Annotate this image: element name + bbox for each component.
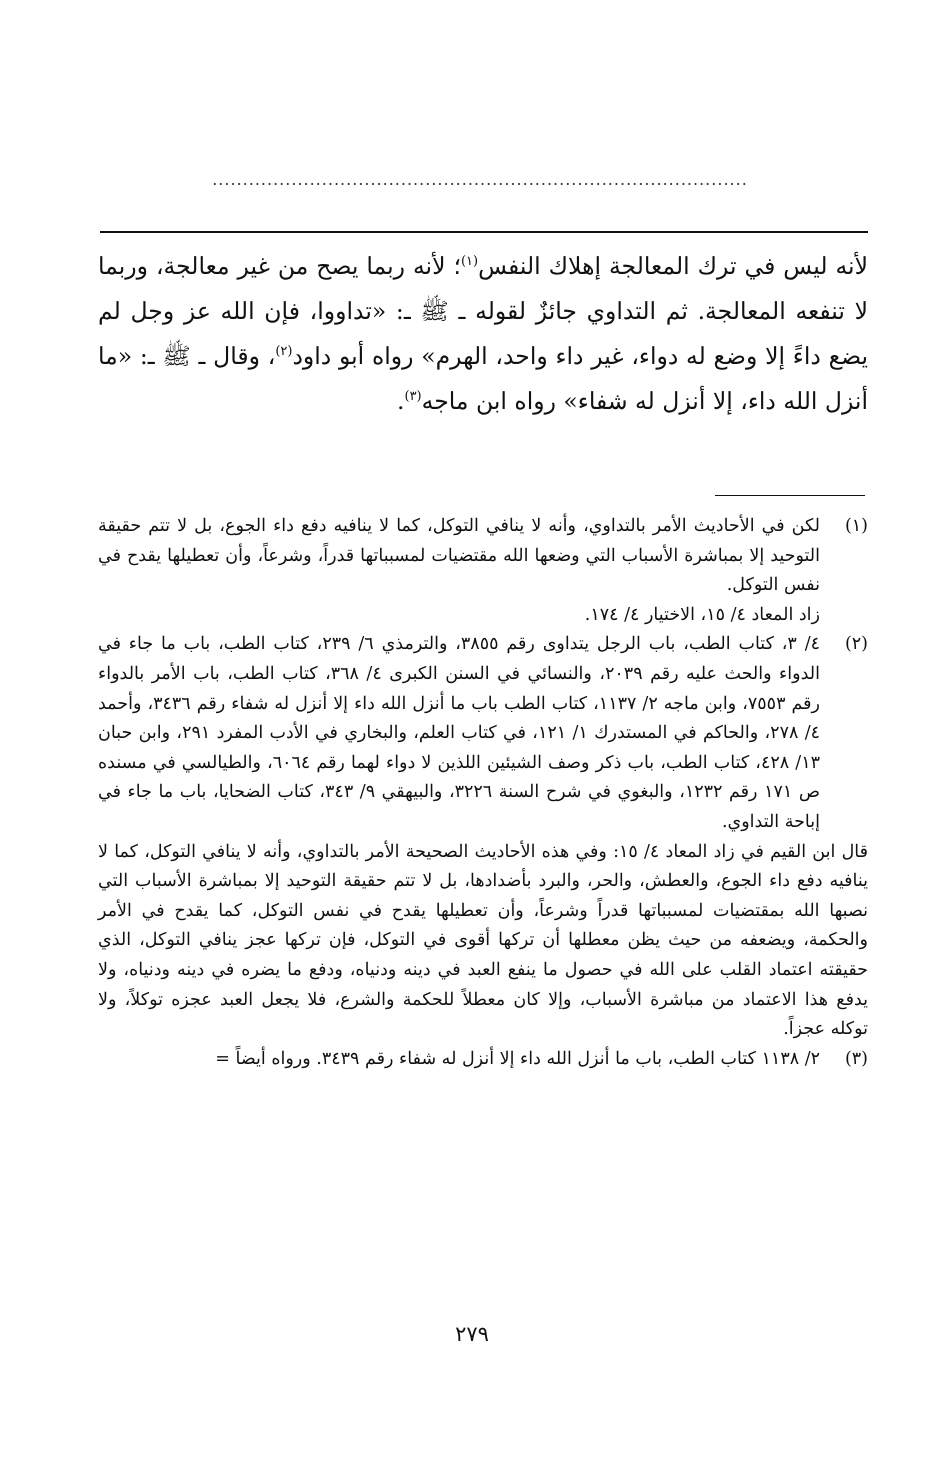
footnote-paragraph: زاد المعاد ٤/ ١٥، الاختيار ٤/ ١٧٤.: [584, 604, 820, 625]
footnote-2: [98, 630, 868, 837]
footnote-paragraph: لكن في الأحاديث الأمر بالتداوي، وأنه لا ينافي التوكل، كما لا ينافيه دفع داء الجوع، بل لا تتم حقيقة التوحيد إلا بمباشرة الأسباب التي وضعها الله مقتضيات لمسبباتها قدراً، وشرعاً، وأن تعطيلها يقدح في نفس التوكل.: [98, 516, 820, 596]
footnote-3: [98, 1045, 868, 1075]
footnote-2-quote: [98, 838, 868, 1045]
footnote-ref-3: (٣): [404, 389, 422, 405]
footnote-1: [98, 512, 868, 630]
footnote-body: [98, 838, 868, 1045]
footnote-number: (٣): [844, 1048, 868, 1069]
footnote-ref-2: (٢): [275, 344, 293, 360]
footnote-number: (٢): [844, 634, 868, 655]
footnote-paragraph: ٤/ ٣، كتاب الطب، باب الرجل يتداوى رقم ٣٨٥٥، والترمذي ٦/ ٢٣٩، كتاب الطب، باب ما جاء في الدواء والحث عليه رقم ٢٠٣٩، والنسائي في السنن الكبرى ٤/ ٣٦٨، كتاب الطب، باب الأمر بالدواء رقم ٧٥٥٣، وابن ماجه ٢/ ١١٣٧، كتاب الطب باب ما أنزل الله داء إلا أنزل له شفاء رقم ٣٤٣٦، وأحمد ٤/ ٢٧٨، والحاكم في المستدرك ١/ ١٢١، في كتاب العلم، والبخاري في الأدب المفرد ٢٩١، وابن حبان ١٣/ ٤٢٨، كتاب الطب، باب ذكر وصف الشيئين اللذين لا دواء لهما رقم ٦٠٦٤، والطيالسي في مسنده ص ١٧١ رقم ١٢٣٢، والبغوي في شرح السنة ٣٢٢٦، والبيهقي ٩/ ٣٤٣، كتاب الضحايا، باب ما جاء في إباحة التداوي.: [98, 634, 820, 832]
main-paragraph: [98, 244, 868, 424]
main-text-part1: لأنه ليس في ترك المعالجة إهلاك النفس: [478, 252, 868, 280]
dotted-separator: ........................................................................................: [212, 170, 748, 189]
main-text-part3: ، وقال ـ ﷺ ـ: «ما أنزل الله داء، إلا أنزل له شفاء» رواه ابن ماجه: [98, 342, 868, 415]
main-text: [98, 244, 868, 424]
footnote-number: (١): [844, 516, 868, 536]
footnote-rule: [715, 495, 865, 496]
footnote-body: [98, 512, 820, 630]
footnote-ref-1: (١): [460, 254, 479, 270]
footnote-body: [98, 1045, 820, 1075]
footnote-body: [98, 630, 820, 837]
top-rule: [100, 231, 868, 233]
footnote-paragraph: ٢/ ١١٣٨ كتاب الطب، باب ما أنزل الله داء إلا أنزل له شفاء رقم ٣٤٣٩. ورواه أيضاً =: [215, 1048, 820, 1069]
footnote-paragraph: قال ابن القيم في زاد المعاد ٤/ ١٥: وفي هذه الأحاديث الصحيحة الأمر بالتداوي، وأنه لا ينافي التوكل، كما لا ينافيه دفع داء الجوع، والعطش، والحر، والبرد بأضدادها، بل لا تتم حقيقة التوحيد إلا بمباشرة الأسباب التي نصبها الله بمقتضيات لمسبباتها قدراً وشرعاً، وأن تعطيلها يقدح في نفس التوكل، كما يقدح في الأمر والحكمة، ويضعفه من حيث يظن معطلها أن تركها أقوى في التوكل، فإن تركها عجز ينافي التوكل، الذي حقيقته اعتماد القلب على الله في حصول ما ينفع العبد في دينه ودنياه، ودفع ما يضره في دينه ودنياه، ولا يدفع هذا الاعتماد من مباشرة الأسباب، وإلا كان معطلاً للحكمة والشرع، فلا يجعل العبد عجزه توكلاً، ولا توكله عجزاً.: [98, 841, 868, 1040]
page-number: ٢٧٩: [455, 1322, 489, 1346]
main-text-end: .: [397, 387, 405, 415]
footnotes: [98, 512, 868, 1074]
main-text-part2: ؛ لأنه ربما يصح من غير معالجة، وربما لا تنفعه المعالجة. ثم التداوي جائزٌ لقوله ـ ﷺ ـ: «تداووا، فإن الله عز وجل لم يضع داءً إلا وضع له دواء، غير داء واحد، الهرم» رواه أبو داود: [98, 252, 868, 370]
